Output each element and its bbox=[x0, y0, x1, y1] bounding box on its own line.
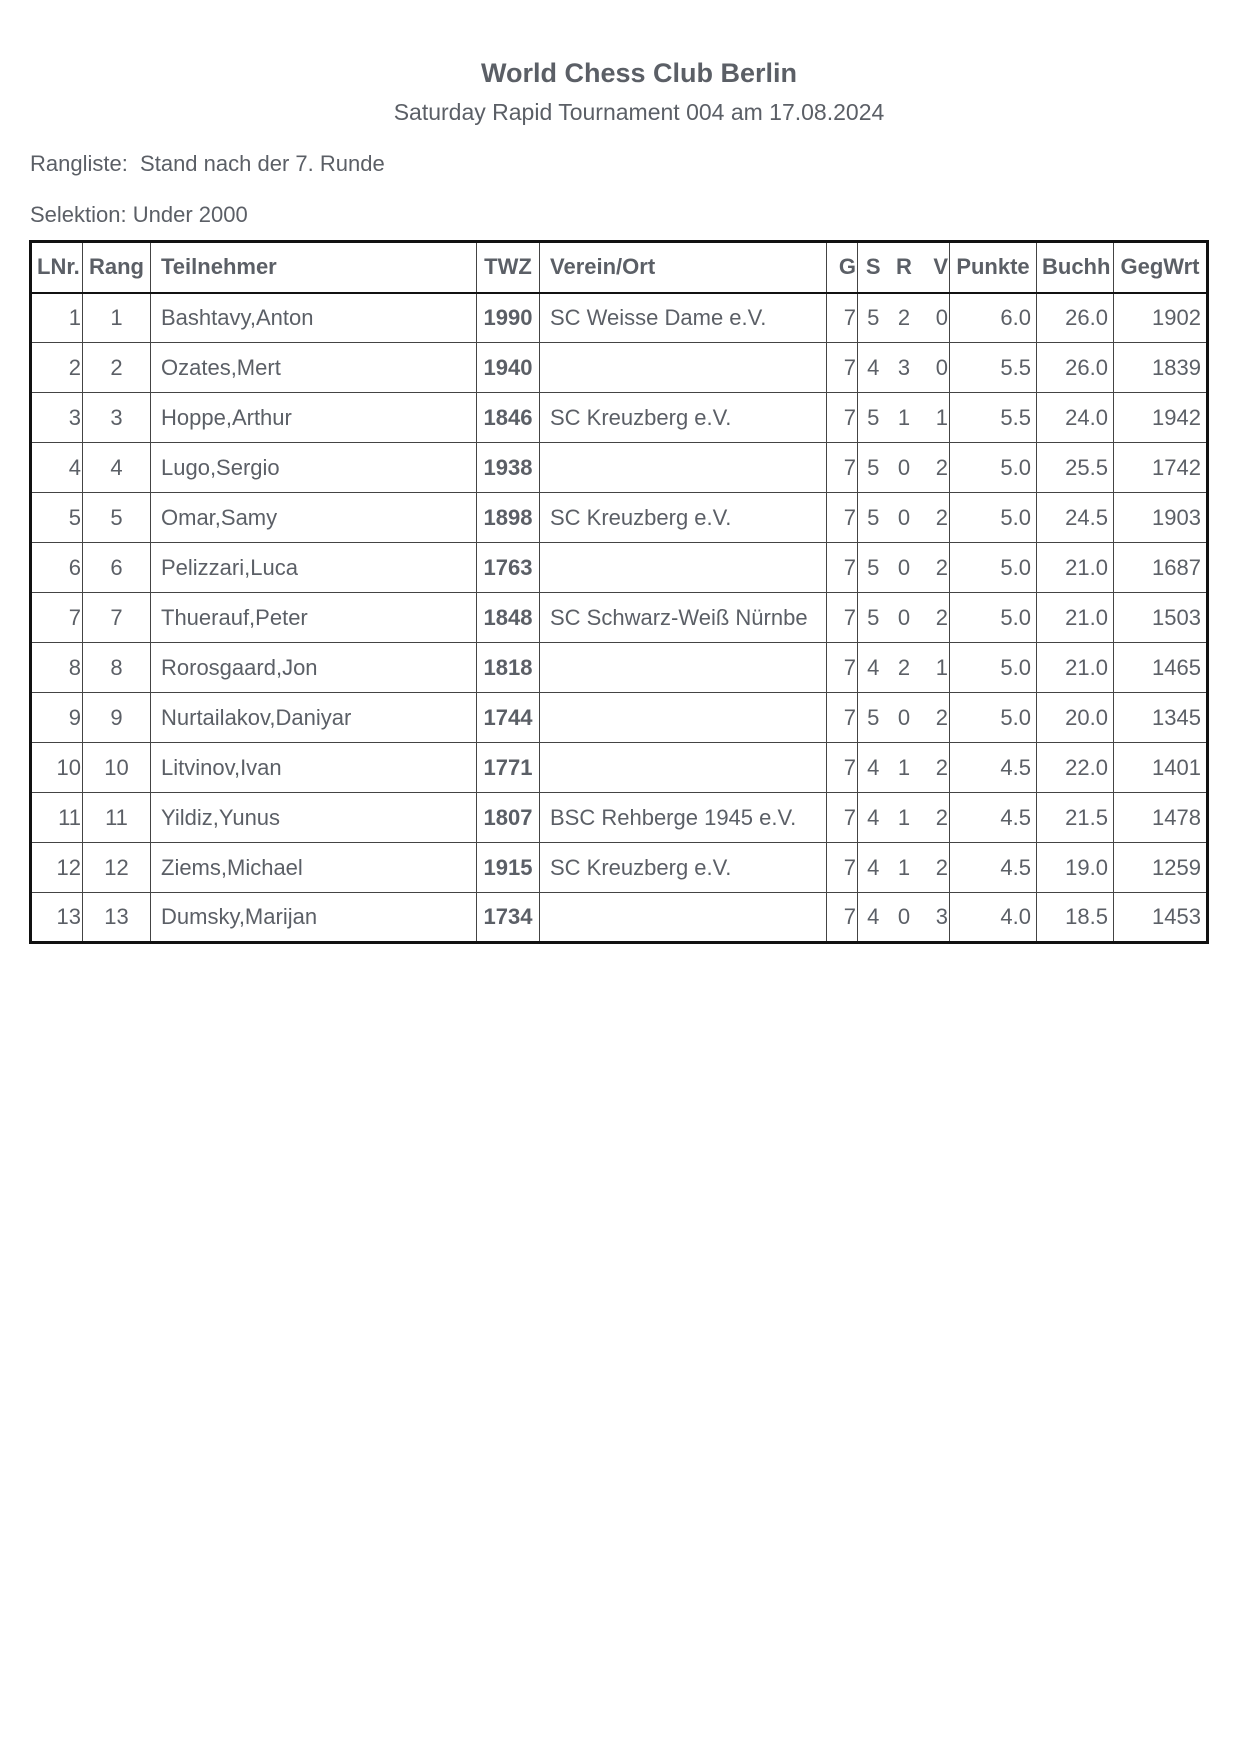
cell-teilnehmer: Pelizzari,Luca bbox=[151, 543, 477, 593]
cell-punkte: 5.0 bbox=[950, 593, 1037, 643]
cell-s: 4 bbox=[858, 343, 889, 393]
cell-g: 7 bbox=[827, 293, 858, 343]
cell-r: 0 bbox=[889, 893, 920, 943]
cell-v: 0 bbox=[920, 343, 950, 393]
cell-twz: 1940 bbox=[477, 343, 540, 393]
cell-lnr: 10 bbox=[31, 743, 83, 793]
col-header-gegwrt: GegWrt bbox=[1114, 242, 1208, 293]
cell-rang: 4 bbox=[83, 443, 151, 493]
cell-rang: 2 bbox=[83, 343, 151, 393]
cell-s: 5 bbox=[858, 293, 889, 343]
cell-v: 3 bbox=[920, 893, 950, 943]
cell-teilnehmer: Ziems,Michael bbox=[151, 843, 477, 893]
cell-lnr: 12 bbox=[31, 843, 83, 893]
cell-rang: 9 bbox=[83, 693, 151, 743]
cell-r: 1 bbox=[889, 393, 920, 443]
cell-gegwrt: 1401 bbox=[1114, 743, 1208, 793]
cell-g: 7 bbox=[827, 793, 858, 843]
cell-g: 7 bbox=[827, 393, 858, 443]
cell-teilnehmer: Yildiz,Yunus bbox=[151, 793, 477, 843]
cell-s: 5 bbox=[858, 493, 889, 543]
cell-v: 1 bbox=[920, 643, 950, 693]
cell-twz: 1807 bbox=[477, 793, 540, 843]
cell-r: 2 bbox=[889, 293, 920, 343]
cell-r: 1 bbox=[889, 793, 920, 843]
page-subtitle: Saturday Rapid Tournament 004 am 17.08.2024 bbox=[393, 99, 885, 125]
page-title: World Chess Club Berlin bbox=[480, 58, 798, 88]
table-row bbox=[31, 693, 1208, 743]
cell-r: 3 bbox=[889, 343, 920, 393]
cell-v: 2 bbox=[920, 443, 950, 493]
cell-verein bbox=[540, 343, 827, 393]
cell-buchh: 20.0 bbox=[1037, 693, 1114, 743]
cell-buchh: 21.0 bbox=[1037, 643, 1114, 693]
cell-v: 2 bbox=[920, 593, 950, 643]
cell-r: 1 bbox=[889, 743, 920, 793]
cell-rang: 11 bbox=[83, 793, 151, 843]
cell-g: 7 bbox=[827, 593, 858, 643]
cell-buchh: 22.0 bbox=[1037, 743, 1114, 793]
standings-table bbox=[29, 240, 1209, 944]
cell-lnr: 7 bbox=[31, 593, 83, 643]
table-row bbox=[31, 393, 1208, 443]
cell-rang: 13 bbox=[83, 893, 151, 943]
cell-punkte: 5.5 bbox=[950, 343, 1037, 393]
table-row bbox=[31, 443, 1208, 493]
cell-buchh: 21.0 bbox=[1037, 543, 1114, 593]
cell-g: 7 bbox=[827, 493, 858, 543]
cell-twz: 1771 bbox=[477, 743, 540, 793]
cell-twz: 1848 bbox=[477, 593, 540, 643]
cell-s: 4 bbox=[858, 743, 889, 793]
selection-filter: Selektion: Under 2000 bbox=[30, 202, 248, 227]
table-row bbox=[31, 543, 1208, 593]
cell-v: 2 bbox=[920, 743, 950, 793]
cell-s: 4 bbox=[858, 843, 889, 893]
cell-verein: BSC Rehberge 1945 e.V. bbox=[540, 793, 827, 843]
cell-g: 7 bbox=[827, 443, 858, 493]
cell-buchh: 18.5 bbox=[1037, 893, 1114, 943]
col-header-r: R bbox=[889, 242, 920, 293]
table-row bbox=[31, 643, 1208, 693]
cell-buchh: 26.0 bbox=[1037, 343, 1114, 393]
table-row bbox=[31, 893, 1208, 943]
cell-rang: 7 bbox=[83, 593, 151, 643]
cell-v: 2 bbox=[920, 793, 950, 843]
cell-teilnehmer: Hoppe,Arthur bbox=[151, 393, 477, 443]
cell-buchh: 21.5 bbox=[1037, 793, 1114, 843]
cell-verein bbox=[540, 643, 827, 693]
cell-teilnehmer: Ozates,Mert bbox=[151, 343, 477, 393]
cell-gegwrt: 1942 bbox=[1114, 393, 1208, 443]
cell-gegwrt: 1902 bbox=[1114, 293, 1208, 343]
table-row bbox=[31, 843, 1208, 893]
cell-gegwrt: 1453 bbox=[1114, 893, 1208, 943]
cell-punkte: 5.0 bbox=[950, 493, 1037, 543]
table-header-row bbox=[31, 242, 1208, 293]
cell-rang: 6 bbox=[83, 543, 151, 593]
cell-teilnehmer: Bashtavy,Anton bbox=[151, 293, 477, 343]
cell-twz: 1990 bbox=[477, 293, 540, 343]
cell-rang: 1 bbox=[83, 293, 151, 343]
cell-lnr: 13 bbox=[31, 893, 83, 943]
table-row bbox=[31, 743, 1208, 793]
col-header-v: V bbox=[920, 242, 950, 293]
cell-teilnehmer: Omar,Samy bbox=[151, 493, 477, 543]
cell-teilnehmer: Nurtailakov,Daniyar bbox=[151, 693, 477, 743]
cell-rang: 8 bbox=[83, 643, 151, 693]
cell-gegwrt: 1503 bbox=[1114, 593, 1208, 643]
cell-v: 1 bbox=[920, 393, 950, 443]
cell-g: 7 bbox=[827, 643, 858, 693]
cell-verein: SC Kreuzberg e.V. bbox=[540, 493, 827, 543]
col-header-twz: TWZ bbox=[477, 242, 540, 293]
cell-teilnehmer: Litvinov,Ivan bbox=[151, 743, 477, 793]
table-row bbox=[31, 293, 1208, 343]
cell-g: 7 bbox=[827, 543, 858, 593]
cell-buchh: 24.5 bbox=[1037, 493, 1114, 543]
cell-lnr: 3 bbox=[31, 393, 83, 443]
cell-lnr: 9 bbox=[31, 693, 83, 743]
cell-lnr: 1 bbox=[31, 293, 83, 343]
cell-lnr: 8 bbox=[31, 643, 83, 693]
table-row bbox=[31, 343, 1208, 393]
col-header-teilnehmer: Teilnehmer bbox=[151, 242, 477, 293]
cell-s: 5 bbox=[858, 443, 889, 493]
col-header-lnr: LNr. bbox=[31, 242, 83, 293]
cell-punkte: 5.0 bbox=[950, 443, 1037, 493]
cell-teilnehmer: Lugo,Sergio bbox=[151, 443, 477, 493]
table-row bbox=[31, 493, 1208, 543]
cell-lnr: 2 bbox=[31, 343, 83, 393]
cell-g: 7 bbox=[827, 843, 858, 893]
cell-verein bbox=[540, 743, 827, 793]
cell-v: 2 bbox=[920, 693, 950, 743]
cell-verein bbox=[540, 543, 827, 593]
cell-s: 4 bbox=[858, 893, 889, 943]
cell-punkte: 5.5 bbox=[950, 393, 1037, 443]
cell-r: 0 bbox=[889, 493, 920, 543]
col-header-s: S bbox=[858, 242, 889, 293]
cell-twz: 1818 bbox=[477, 643, 540, 693]
table-row bbox=[31, 793, 1208, 843]
cell-teilnehmer: Thuerauf,Peter bbox=[151, 593, 477, 643]
cell-v: 0 bbox=[920, 293, 950, 343]
cell-punkte: 4.5 bbox=[950, 843, 1037, 893]
col-header-punkte: Punkte bbox=[950, 242, 1037, 293]
cell-g: 7 bbox=[827, 693, 858, 743]
cell-punkte: 4.5 bbox=[950, 743, 1037, 793]
standings-body bbox=[31, 293, 1208, 943]
cell-teilnehmer: Dumsky,Marijan bbox=[151, 893, 477, 943]
cell-s: 4 bbox=[858, 793, 889, 843]
cell-buchh: 21.0 bbox=[1037, 593, 1114, 643]
cell-punkte: 5.0 bbox=[950, 693, 1037, 743]
cell-gegwrt: 1478 bbox=[1114, 793, 1208, 843]
cell-s: 5 bbox=[858, 593, 889, 643]
cell-s: 4 bbox=[858, 643, 889, 693]
cell-gegwrt: 1465 bbox=[1114, 643, 1208, 693]
cell-rang: 3 bbox=[83, 393, 151, 443]
cell-verein: SC Weisse Dame e.V. bbox=[540, 293, 827, 343]
cell-twz: 1846 bbox=[477, 393, 540, 443]
cell-v: 2 bbox=[920, 493, 950, 543]
cell-verein: SC Kreuzberg e.V. bbox=[540, 393, 827, 443]
cell-lnr: 4 bbox=[31, 443, 83, 493]
cell-v: 2 bbox=[920, 843, 950, 893]
cell-twz: 1763 bbox=[477, 543, 540, 593]
cell-twz: 1898 bbox=[477, 493, 540, 543]
cell-gegwrt: 1742 bbox=[1114, 443, 1208, 493]
ranking-status: Rangliste: Stand nach der 7. Runde bbox=[30, 151, 385, 176]
cell-verein bbox=[540, 693, 827, 743]
cell-s: 5 bbox=[858, 693, 889, 743]
cell-v: 2 bbox=[920, 543, 950, 593]
cell-buchh: 26.0 bbox=[1037, 293, 1114, 343]
cell-punkte: 4.0 bbox=[950, 893, 1037, 943]
cell-twz: 1744 bbox=[477, 693, 540, 743]
cell-r: 1 bbox=[889, 843, 920, 893]
cell-lnr: 5 bbox=[31, 493, 83, 543]
cell-punkte: 5.0 bbox=[950, 643, 1037, 693]
cell-lnr: 11 bbox=[31, 793, 83, 843]
cell-verein: SC Kreuzberg e.V. bbox=[540, 843, 827, 893]
cell-g: 7 bbox=[827, 743, 858, 793]
cell-rang: 12 bbox=[83, 843, 151, 893]
cell-gegwrt: 1839 bbox=[1114, 343, 1208, 393]
cell-verein bbox=[540, 443, 827, 493]
cell-buchh: 19.0 bbox=[1037, 843, 1114, 893]
cell-teilnehmer: Rorosgaard,Jon bbox=[151, 643, 477, 693]
cell-r: 0 bbox=[889, 543, 920, 593]
cell-twz: 1734 bbox=[477, 893, 540, 943]
cell-r: 2 bbox=[889, 643, 920, 693]
col-header-buchh: Buchh bbox=[1037, 242, 1114, 293]
cell-rang: 5 bbox=[83, 493, 151, 543]
cell-g: 7 bbox=[827, 893, 858, 943]
cell-verein bbox=[540, 893, 827, 943]
cell-r: 0 bbox=[889, 443, 920, 493]
col-header-g: G bbox=[827, 242, 858, 293]
cell-r: 0 bbox=[889, 593, 920, 643]
cell-lnr: 6 bbox=[31, 543, 83, 593]
cell-g: 7 bbox=[827, 343, 858, 393]
cell-s: 5 bbox=[858, 543, 889, 593]
cell-gegwrt: 1903 bbox=[1114, 493, 1208, 543]
cell-gegwrt: 1345 bbox=[1114, 693, 1208, 743]
col-header-rang: Rang bbox=[83, 242, 151, 293]
col-header-verein: Verein/Ort bbox=[540, 242, 827, 293]
cell-twz: 1915 bbox=[477, 843, 540, 893]
cell-rang: 10 bbox=[83, 743, 151, 793]
cell-r: 0 bbox=[889, 693, 920, 743]
cell-punkte: 6.0 bbox=[950, 293, 1037, 343]
cell-punkte: 5.0 bbox=[950, 543, 1037, 593]
cell-twz: 1938 bbox=[477, 443, 540, 493]
cell-punkte: 4.5 bbox=[950, 793, 1037, 843]
cell-buchh: 25.5 bbox=[1037, 443, 1114, 493]
cell-gegwrt: 1687 bbox=[1114, 543, 1208, 593]
cell-verein: SC Schwarz-Weiß Nürnbe bbox=[540, 593, 827, 643]
cell-gegwrt: 1259 bbox=[1114, 843, 1208, 893]
table-row bbox=[31, 593, 1208, 643]
cell-s: 5 bbox=[858, 393, 889, 443]
cell-buchh: 24.0 bbox=[1037, 393, 1114, 443]
